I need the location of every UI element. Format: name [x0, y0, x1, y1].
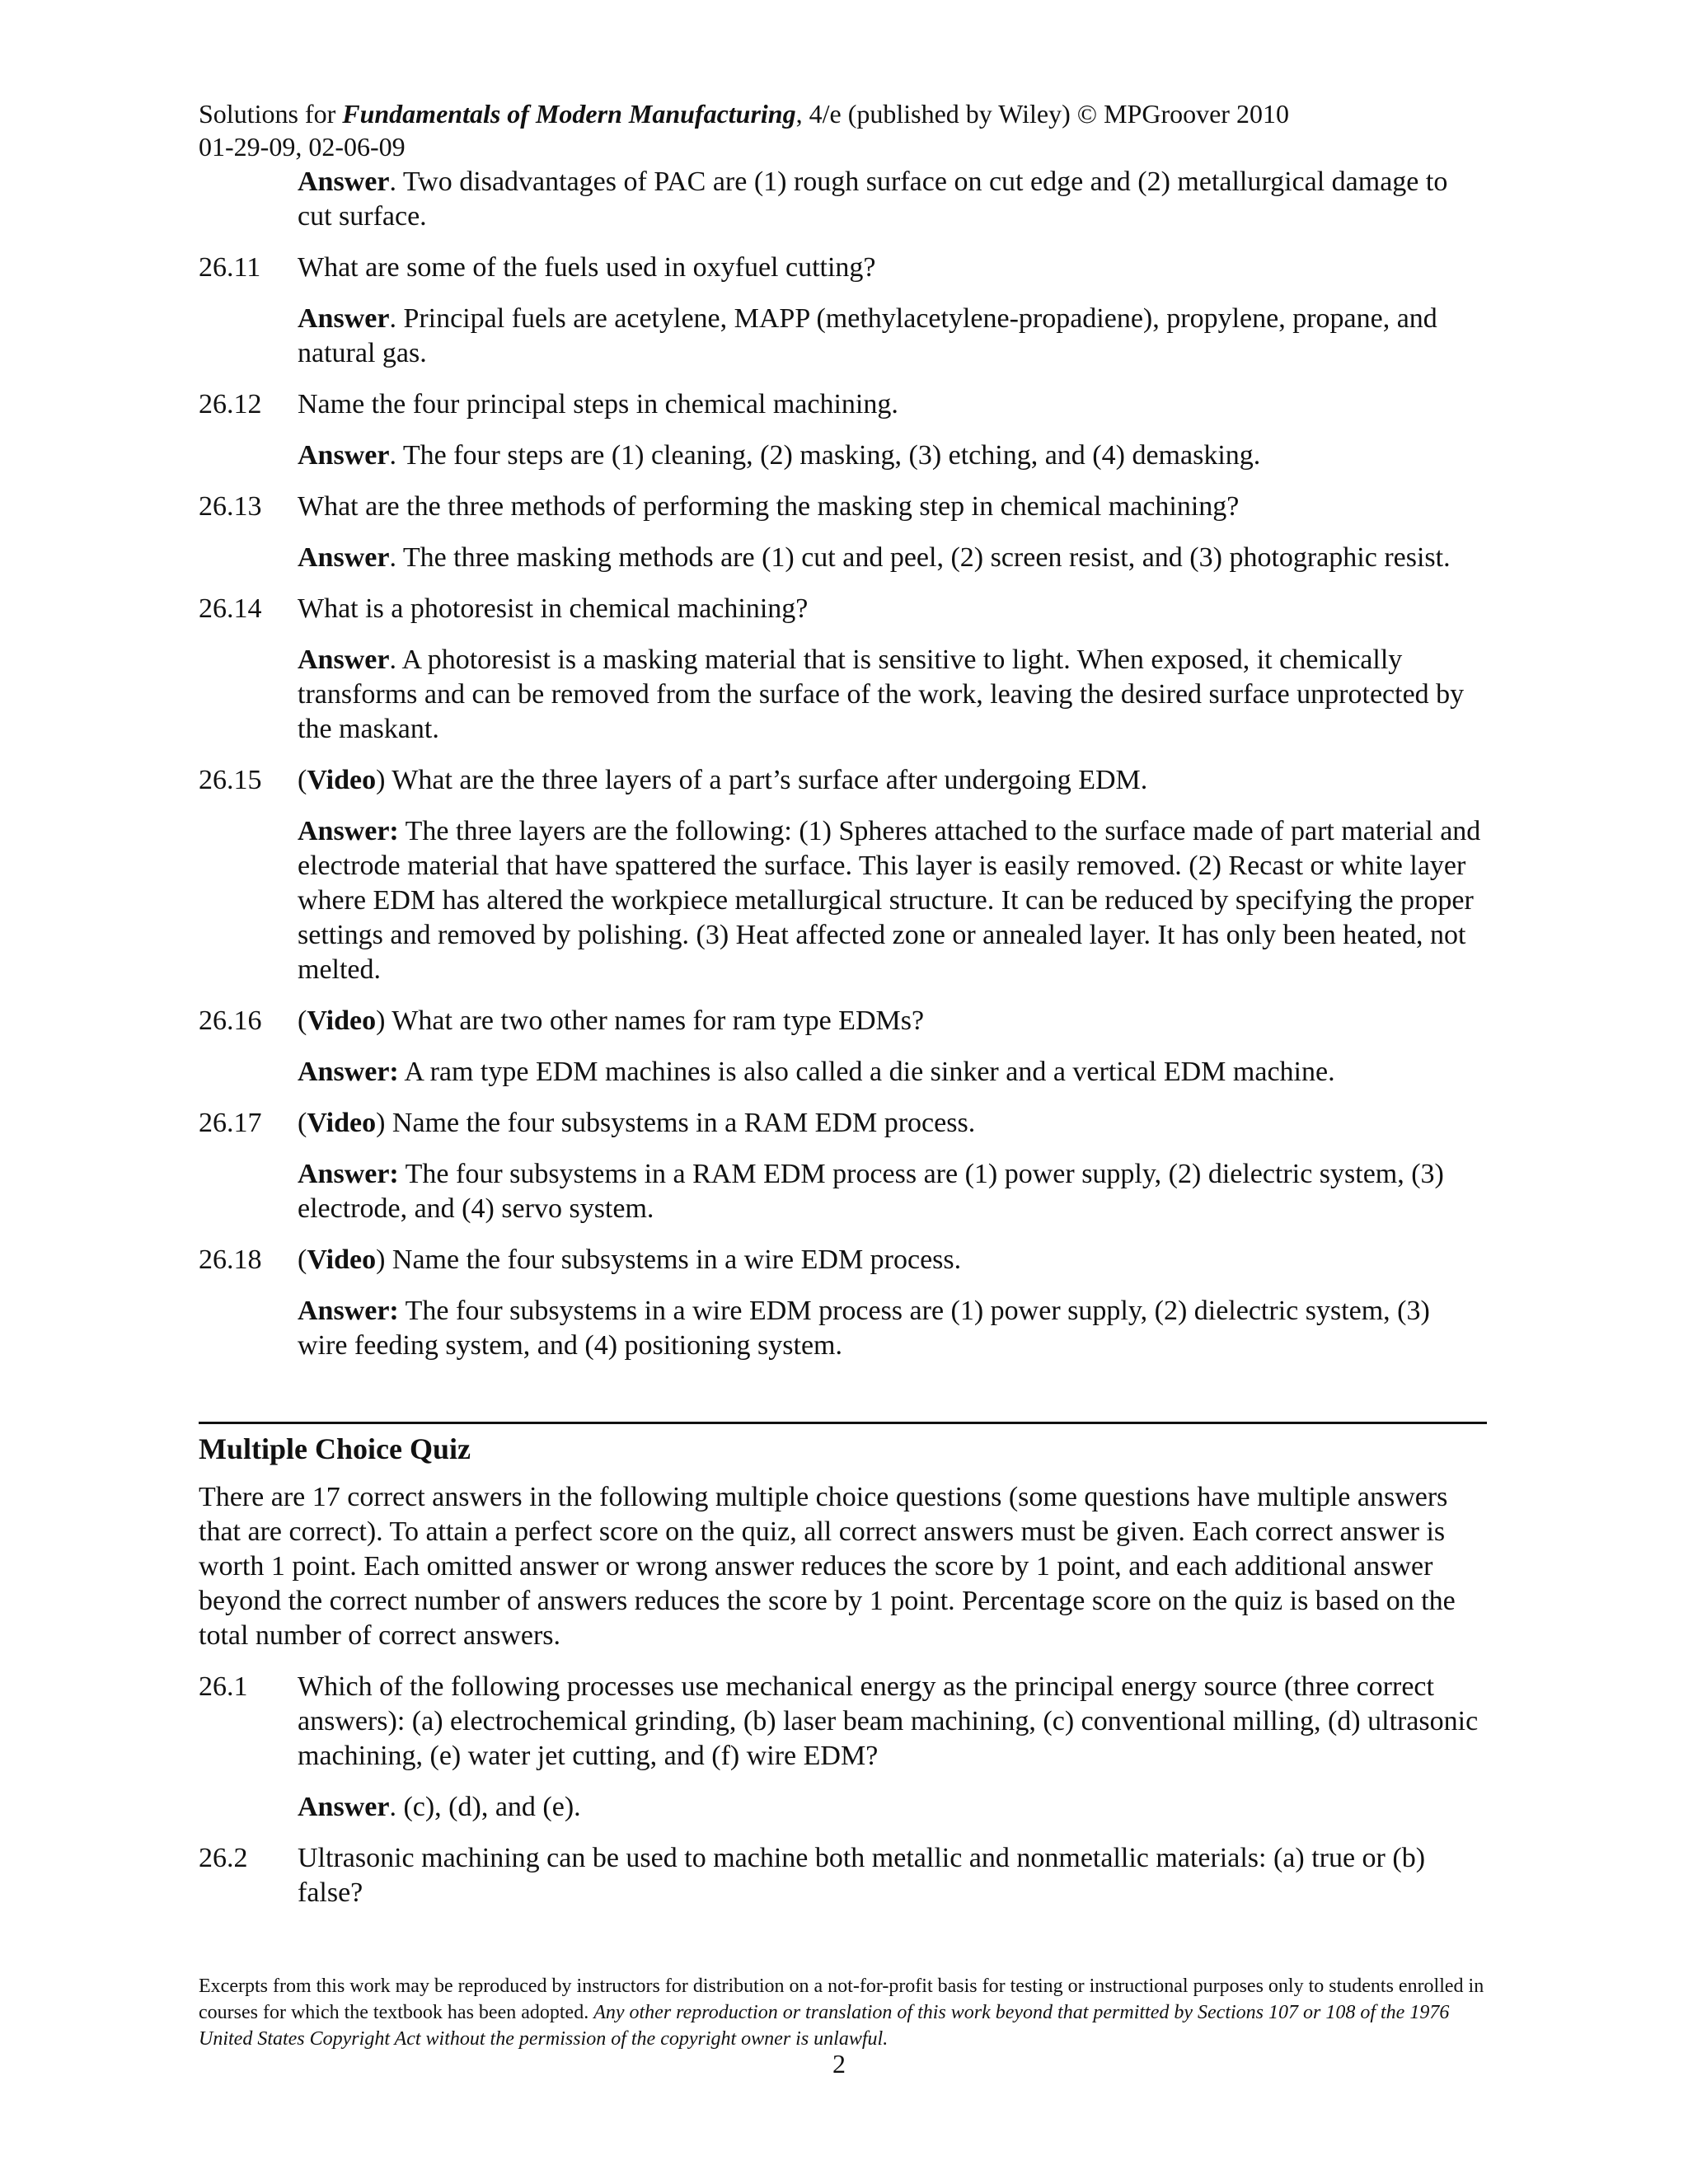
video-tag: Video — [307, 1108, 377, 1138]
question-number: 26.2 — [199, 1843, 248, 1873]
answer-label: Answer — [298, 644, 390, 675]
continued-answer — [298, 165, 1484, 234]
video-tag: Video — [307, 765, 377, 795]
question-number: 26.12 — [199, 389, 262, 419]
question-text: What are the three methods of performing the masking step in chemical machining? — [298, 491, 1240, 522]
answer-label: Answer — [298, 440, 390, 471]
quiz-question-item — [199, 1670, 1487, 1774]
question-item — [199, 1243, 1484, 1277]
answer-text: . (c), (d), and (e). — [389, 1792, 581, 1822]
question-item — [199, 387, 1484, 422]
question-number: 26.11 — [199, 252, 261, 283]
answer-item — [298, 1790, 1487, 1825]
header-line — [199, 97, 1559, 130]
copyright-footer — [199, 1973, 1487, 2052]
answer-item — [298, 1294, 1484, 1363]
answer-text: . Principal fuels are acetylene, MAPP (methylacetylene-propadiene), propylene, propane, and natural gas. — [298, 303, 1437, 368]
answer-item — [298, 541, 1484, 575]
question-item — [199, 763, 1484, 798]
answer-item — [298, 302, 1484, 371]
questions-section — [199, 165, 1484, 1380]
quiz-intro: There are 17 correct answers in the following multiple choice questions (some questions have multiple answers that are correct). To attain a perfect score on the quiz, all correct answers must be given. Each correct answer is worth 1 point. Each omitted answer or wrong answer reduces the score by 1 point, and each additional answer beyond the correct number of answers reduces the score by 1 point. Percentage score on the quiz is based on the total number of correct answers. — [199, 1482, 1456, 1651]
footer-legal-notice: Any other reproduction or translation of this work beyond that permitted by Sections 107 or 108 of the 1976 United States Copyright Act without the permission of the copyright owner is unlawful. — [199, 2002, 1450, 2050]
question-number: 26.15 — [199, 765, 262, 795]
answer-text: . The three masking methods are (1) cut and peel, (2) screen resist, and (3) photographic resist. — [389, 542, 1451, 573]
answer-item — [298, 1157, 1484, 1226]
question-number: 26.18 — [199, 1244, 262, 1275]
video-tag: Video — [307, 1244, 377, 1275]
question-body: Name the four subsystems in a RAM EDM process. — [385, 1108, 976, 1138]
question-number: 26.14 — [199, 593, 262, 624]
answer-text: A ram type EDM machines is also called a die sinker and a vertical EDM machine. — [398, 1057, 1335, 1087]
answer-text: . Two disadvantages of PAC are (1) rough surface on cut edge and (2) metallurgical damage to cut surface. — [298, 166, 1448, 232]
answer-text: . The four steps are (1) cleaning, (2) masking, (3) etching, and (4) demasking. — [389, 440, 1261, 471]
answer-label: Answer: — [298, 1296, 399, 1326]
footer-notice: Excerpts from this work may be reproduced by instructors for distribution on a not-for-profit basis for testing or instructional purposes only to students enrolled in courses for which the textbook has been adopted. — [199, 1975, 1484, 2023]
header-suffix: , 4/e (published by Wiley) © MPGroover 2010 — [795, 99, 1289, 129]
answer-text: The four subsystems in a RAM EDM process are (1) power supply, (2) dielectric system, (3) electrode, and (4) servo system. — [298, 1159, 1444, 1224]
question-item — [199, 1106, 1484, 1141]
question-item — [199, 490, 1484, 524]
question-text: Ultrasonic machining can be used to machine both metallic and nonmetallic materials: (a) true or (b) false? — [298, 1843, 1426, 1908]
section-divider — [199, 1422, 1487, 1424]
question-text: (Video) Name the four subsystems in a RAM EDM process. — [298, 1108, 976, 1138]
question-text: What is a photoresist in chemical machining? — [298, 593, 809, 624]
answer-text: The three layers are the following: (1) Spheres attached to the surface made of part material and electrode material that have spattered the surface. This layer is easily removed. (2) Recast or white layer where EDM has altered the workpiece metallurgical structure. It can be reduced by specifying the proper settings and removed by polishing. (3) Heat affected zone or annealed layer. It has only been heated, not melted. — [298, 816, 1481, 985]
answer-item — [298, 814, 1484, 987]
question-text: What are some of the fuels used in oxyfuel cutting? — [298, 252, 876, 283]
answer-label: Answer — [298, 542, 390, 573]
question-number: 26.16 — [199, 1005, 262, 1036]
question-number: 26.1 — [199, 1671, 248, 1702]
quiz-section — [199, 1480, 1487, 1927]
answer-item — [298, 438, 1484, 473]
question-item — [199, 251, 1484, 285]
answer-label: Answer — [298, 166, 390, 197]
header-prefix: Solutions for — [199, 99, 343, 129]
answer-item — [298, 643, 1484, 747]
question-text: (Video) What are two other names for ram type EDMs? — [298, 1005, 925, 1036]
video-tag: Video — [307, 1005, 377, 1036]
page-header — [199, 97, 1559, 163]
question-item — [199, 1004, 1484, 1038]
page-number: 2 — [832, 2049, 846, 2079]
answer-text: . A photoresist is a masking material that is sensitive to light. When exposed, it chemically transforms and can be removed from the surface of the work, leaving the desired surface unprotected by the maskant. — [298, 644, 1465, 744]
answer-text: The four subsystems in a wire EDM process are (1) power supply, (2) dielectric system, (3) wire feeding system, and (4) positioning system. — [298, 1296, 1430, 1361]
answer-item — [298, 1055, 1484, 1090]
question-number: 26.17 — [199, 1108, 262, 1138]
question-item — [199, 592, 1484, 626]
question-text: Which of the following processes use mechanical energy as the principal energy source (three correct answers): (a) electrochemical grinding, (b) laser beam machining, (c) conventional milling, (d) ultrasonic machining, (e) water jet cutting, and (f) wire EDM? — [298, 1671, 1479, 1771]
answer-label: Answer: — [298, 1057, 399, 1087]
question-number: 26.13 — [199, 491, 262, 522]
question-body: What are the three layers of a part’s surface after undergoing EDM. — [385, 765, 1148, 795]
question-body: What are two other names for ram type EDMs? — [385, 1005, 925, 1036]
answer-label: Answer: — [298, 816, 399, 846]
book-title: Fundamentals of Modern Manufacturing — [342, 99, 796, 129]
quiz-question-item — [199, 1841, 1487, 1910]
answer-label: Answer — [298, 1792, 390, 1822]
question-text: (Video) What are the three layers of a part’s surface after undergoing EDM. — [298, 765, 1148, 795]
answer-label: Answer — [298, 303, 390, 334]
question-body: Name the four subsystems in a wire EDM process. — [385, 1244, 962, 1275]
quiz-section-title: Multiple Choice Quiz — [199, 1432, 471, 1465]
answer-label: Answer: — [298, 1159, 399, 1189]
question-text: Name the four principal steps in chemical machining. — [298, 389, 898, 419]
question-text: (Video) Name the four subsystems in a wire EDM process. — [298, 1244, 962, 1275]
header-dates: 01-29-09, 02-06-09 — [199, 132, 406, 162]
